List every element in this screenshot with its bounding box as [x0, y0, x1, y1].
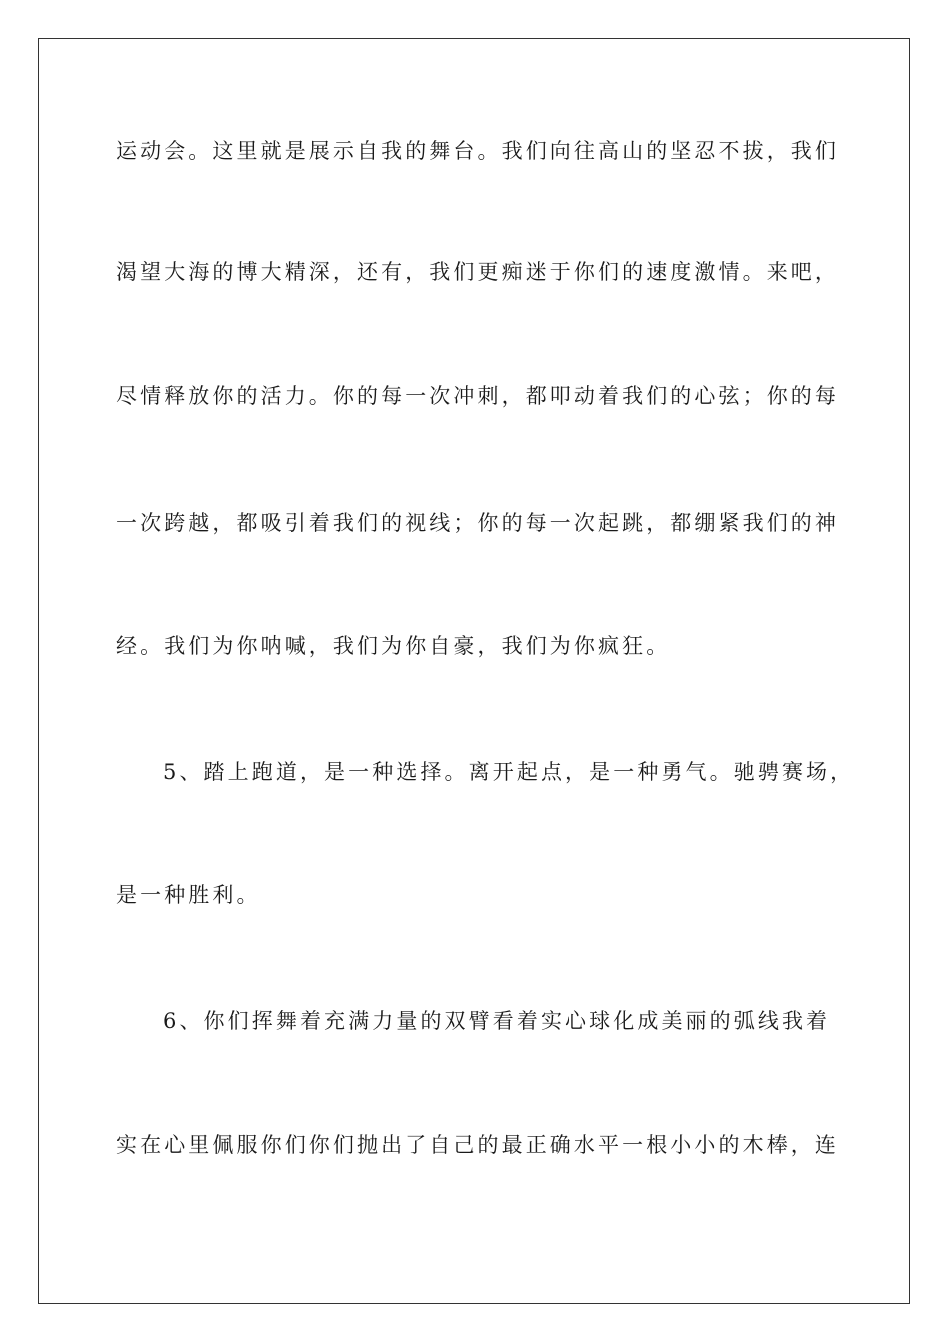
text-line-5: 经。我们为你呐喊，我们为你自豪，我们为你疯狂。 — [116, 634, 671, 658]
paragraph-6-line-2: 实在心里佩服你们你们抛出了自己的最正确水平一根小小的木棒，连 — [116, 1133, 839, 1157]
paragraph-6-line-1: 6、你们挥舞着充满力量的双臂看着实心球化成美丽的弧线我着 — [163, 1009, 831, 1033]
paragraph-5-line-2: 是一种胜利。 — [116, 883, 261, 907]
text-line-3: 尽情释放你的活力。你的每一次冲刺，都叩动着我们的心弦；你的每 — [116, 384, 839, 408]
text-line-4: 一次跨越，都吸引着我们的视线；你的每一次起跳，都绷紧我们的神 — [116, 511, 839, 535]
page-frame — [38, 38, 910, 1304]
paragraph-5-line-1: 5、踏上跑道，是一种选择。离开起点，是一种勇气。驰骋赛场， — [163, 760, 855, 784]
text-line-1: 运动会。这里就是展示自我的舞台。我们向往高山的坚忍不拔，我们 — [116, 139, 839, 163]
text-line-2: 渴望大海的博大精深，还有，我们更痴迷于你们的速度激情。来吧， — [116, 260, 839, 284]
